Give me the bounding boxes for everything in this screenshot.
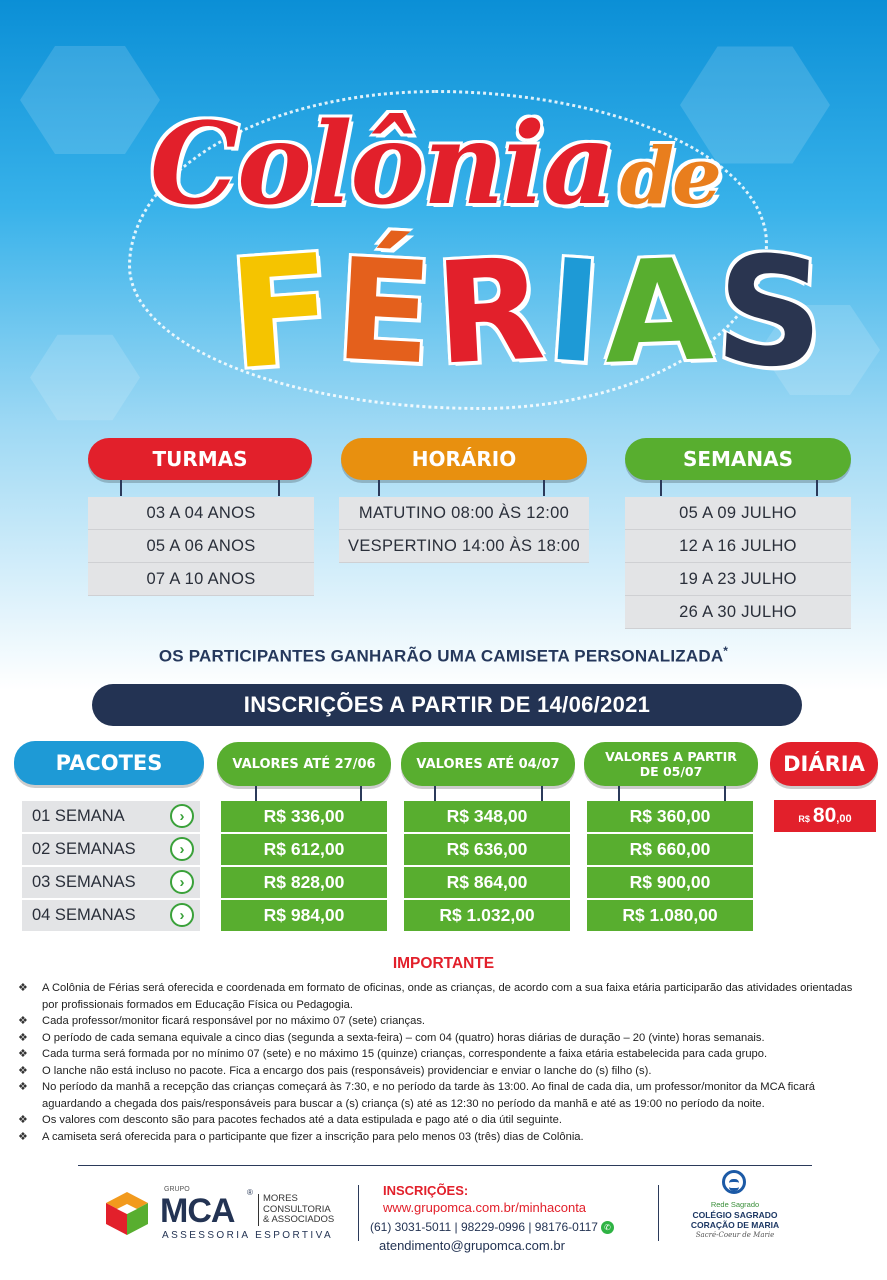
registered-mark: ® <box>247 1188 253 1197</box>
turmas-row: 03 A 04 ANOS <box>88 497 314 530</box>
inscricoes-banner: INSCRIÇÕES A PARTIR DE 14/06/2021 <box>92 684 802 726</box>
asterisk: * <box>723 644 729 658</box>
diamond-bullet-icon: ❖ <box>18 1064 28 1077</box>
colegio-logo-text: Rede Sagrado COLÉGIO SAGRADO CORAÇÃO DE MARIA Sacré-Coeur de Marie <box>690 1200 780 1239</box>
semanas-table <box>625 497 851 629</box>
list-item: ❖ O lanche não está incluso no pacote. Fica a encargo dos pais (responsáveis) providenciar e enviar o lanche do (s) filho (s). <box>18 1063 868 1080</box>
inscricoes-label: INSCRIÇÕES: <box>383 1183 469 1198</box>
connector-line <box>660 480 662 496</box>
price-cell: R$ 1.032,00 <box>404 900 570 931</box>
semanas-row: 05 A 09 JULHO <box>625 497 851 530</box>
pacote-row: 01 SEMANA › <box>22 801 200 832</box>
price-cell: R$ 1.080,00 <box>587 900 753 931</box>
footer-separator <box>358 1185 359 1241</box>
connector-line <box>543 480 545 496</box>
title-letter: F <box>224 222 339 404</box>
colegio-logo-icon <box>722 1170 746 1194</box>
horario-row: MATUTINO 08:00 ÀS 12:00 <box>339 497 589 530</box>
pacote-row: 04 SEMANAS › <box>22 900 200 931</box>
inscricoes-link[interactable]: www.grupomca.com.br/minhaconta <box>383 1200 587 1215</box>
turmas-row: 07 A 10 ANOS <box>88 563 314 596</box>
phone-numbers: (61) 3031-5011 | 98229-0996 | 98176-0117 ✆ <box>370 1220 614 1234</box>
price-cell: R$ 660,00 <box>587 834 753 865</box>
price-cell: R$ 864,00 <box>404 867 570 898</box>
list-item: ❖ No período da manhã a recepção das crianças começará às 7:30, e no período da tarde às 13:00. Ao final de cada dia, um professor/monitor da MCA ficará aguardando a chegada dos pais/responsáveis para buscar a (s) criança (s) até as 12:30 no período da manhã e até as 19:00 no período da noite. <box>18 1081 816 1110</box>
price-cell: R$ 636,00 <box>404 834 570 865</box>
title-colonia: Colôniade <box>150 99 720 230</box>
title-ferias <box>224 218 829 404</box>
diamond-bullet-icon: ❖ <box>18 1130 28 1143</box>
diamond-bullet-icon: ❖ <box>18 1031 28 1044</box>
connector-line <box>378 480 380 496</box>
semanas-row: 12 A 16 JULHO <box>625 530 851 563</box>
valores-header-3: VALORES A PARTIR DE 05/07 <box>584 742 758 786</box>
connector-line <box>618 786 620 802</box>
turmas-row: 05 A 06 ANOS <box>88 530 314 563</box>
list-item: ❖ A camiseta será oferecida para o participante que fizer a inscrição para pelo menos 03 (três) dias de Colônia. <box>18 1129 868 1146</box>
semanas-header: SEMANAS <box>625 438 851 480</box>
connector-line <box>541 786 543 802</box>
title-letter: I <box>542 229 606 396</box>
semanas-row: 26 A 30 JULHO <box>625 596 851 629</box>
mca-subtitle: ASSESSORIA ESPORTIVA <box>162 1230 334 1241</box>
semanas-row: 19 A 23 JULHO <box>625 563 851 596</box>
camiseta-notice: OS PARTICIPANTES GANHARÃO UMA CAMISETA PERSONALIZADA* <box>158 644 729 666</box>
price-cell: R$ 984,00 <box>221 900 387 931</box>
valores-header-2: VALORES ATÉ 04/07 <box>401 742 575 786</box>
title-de: de <box>619 131 720 222</box>
list-item: ❖ Cada turma será formada por no mínimo 07 (sete) e no máximo 15 (quinze) crianças, correspondente a faixa etária estabelecida para cada grupo. <box>18 1046 868 1063</box>
horario-header: HORÁRIO <box>341 438 587 480</box>
mca-logo-text: MCA <box>160 1192 235 1230</box>
diamond-bullet-icon: ❖ <box>18 1015 28 1027</box>
mca-cube-logo-icon <box>104 1190 150 1236</box>
turmas-header: TURMAS <box>88 438 312 480</box>
diaria-price: R$ 80 ,00 <box>774 800 876 832</box>
connector-line <box>120 480 122 496</box>
valores-column-2 <box>404 801 570 933</box>
price-cell: R$ 336,00 <box>221 801 387 832</box>
price-cell: R$ 900,00 <box>587 867 753 898</box>
list-item: ❖ A Colônia de Férias será oferecida e coordenada em formato de oficinas, onde as crianças, de acordo com a sua faixa etária participarão das atividades orientadas por profissionais formados em Educação Física ou Pedagogia. <box>18 982 853 1011</box>
connector-line <box>724 786 726 802</box>
connector-line <box>816 480 818 496</box>
price-cell: R$ 828,00 <box>221 867 387 898</box>
pacotes-header: PACOTES <box>14 741 204 785</box>
list-item: ❖ Os valores com desconto são para pacotes fechados até a data estipulada e pago até o dia útil seguinte. <box>18 1112 868 1129</box>
diaria-header: DIÁRIA <box>770 742 878 786</box>
price-cell: R$ 348,00 <box>404 801 570 832</box>
pacote-row: 03 SEMANAS › <box>22 867 200 898</box>
price-cell: R$ 612,00 <box>221 834 387 865</box>
title-letter: S <box>711 223 829 403</box>
horario-table <box>339 497 589 563</box>
mca-grupo-label: GRUPO <box>164 1186 190 1193</box>
mca-side-text: MORES CONSULTORIA & ASSOCIADOS <box>258 1194 334 1226</box>
connector-line <box>255 786 257 802</box>
footer-separator <box>658 1185 659 1241</box>
list-item: ❖ Cada professor/monitor ficará responsável por no máximo 07 (sete) crianças. <box>18 1013 868 1030</box>
title-letter: É <box>332 228 437 397</box>
hexagon-decoration <box>30 330 140 425</box>
turmas-table <box>88 497 314 596</box>
connector-line <box>278 480 280 496</box>
chevron-right-icon[interactable]: › <box>170 804 194 828</box>
valores-column-1 <box>221 801 387 933</box>
hexagon-decoration <box>20 40 160 160</box>
footer-divider <box>78 1165 812 1166</box>
valores-column-3 <box>587 801 753 933</box>
diamond-bullet-icon: ❖ <box>18 982 28 994</box>
list-item: ❖ O período de cada semana equivale a cinco dias (segunda a sexta-feira) – com 04 (quatro) horas diárias de duração – 20 (vinte) horas semanais. <box>18 1030 868 1047</box>
horario-row: VESPERTINO 14:00 ÀS 18:00 <box>339 530 589 563</box>
title-letter: R <box>431 228 549 397</box>
email-link[interactable]: atendimento@grupomca.com.br <box>379 1238 565 1253</box>
pacote-row: 02 SEMANAS › <box>22 834 200 865</box>
valores-header-1: VALORES ATÉ 27/06 <box>217 742 391 786</box>
connector-line <box>434 786 436 802</box>
connector-line <box>360 786 362 802</box>
importante-title: IMPORTANTE <box>392 955 495 972</box>
importante-list <box>18 980 868 1145</box>
chevron-right-icon[interactable]: › <box>170 903 194 927</box>
diamond-bullet-icon: ❖ <box>18 1048 28 1060</box>
chevron-right-icon[interactable]: › <box>170 870 194 894</box>
price-cell: R$ 360,00 <box>587 801 753 832</box>
chevron-right-icon[interactable]: › <box>170 837 194 861</box>
title-letter: A <box>601 229 716 396</box>
diamond-bullet-icon: ❖ <box>18 1114 28 1126</box>
whatsapp-icon: ✆ <box>601 1221 614 1234</box>
diamond-bullet-icon: ❖ <box>18 1081 28 1093</box>
